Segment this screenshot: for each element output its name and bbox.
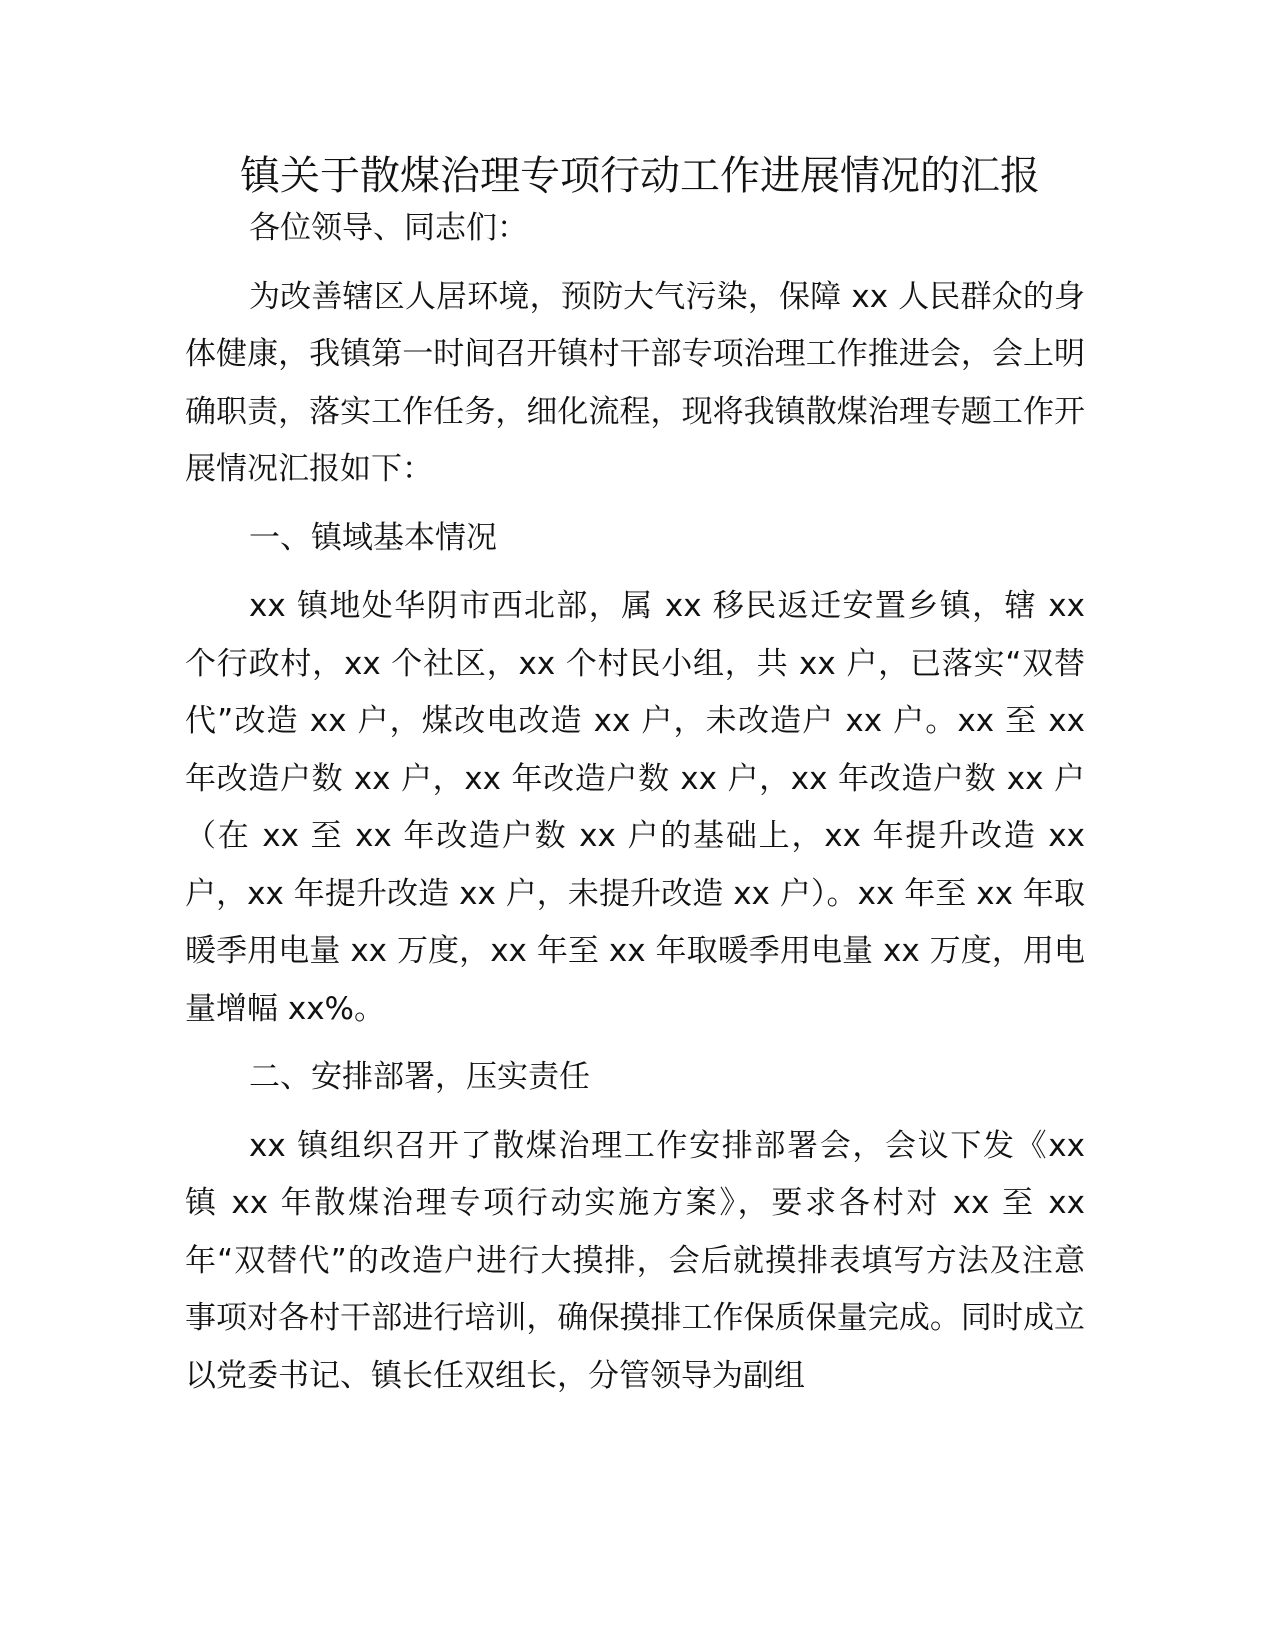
section-heading-1: 一、镇域基本情况 bbox=[249, 519, 497, 556]
document-title: 镇关于散煤治理专项行动工作进展情况的汇报 bbox=[240, 153, 1040, 199]
document-body bbox=[185, 200, 1085, 1416]
section-1-paragraph: xx 镇地处华阴市西北部，属 xx 移民返迁安置乡镇，辖 xx 个行政村，xx 个社区，xx 个村民小组，共 xx 户，已落实“双替代”改造 xx 户，煤改电改造 xx 户，未改造户 xx 户。xx 至 xx 年改造户数 xx 户，xx 年改造户数 xx 户，xx 年改造户数 xx 户（在 xx 至 xx 年改造户数 xx 户的基础上，xx 年提升改造 xx 户，xx 年提升改造 xx 户，未提升改造 xx 户）。xx 年至 xx 年取暖季用电量 xx 万度，xx 年至 xx 年取暖季用电量 xx 万度，用电量增幅 xx%。 bbox=[185, 588, 1085, 1027]
section-2-paragraph: xx 镇组织召开了散煤治理工作安排部署会，会议下发《xx 镇 xx 年散煤治理专项行动实施方案》，要求各村对 xx 至 xx 年“双替代”的改造户进行大摸排，会后就摸排表填写方法及注意事项对各村干部进行培训，确保摸排工作保质保量完成。同时成立以党委书记、镇长任双组长，分管领导为副组 bbox=[185, 1127, 1085, 1394]
intro-paragraph: 为改善辖区人居环境，预防大气污染，保障 xx 人民群众的身体健康，我镇第一时间召开镇村干部专项治理工作推进会，会上明确职责，落实工作任务，细化流程，现将我镇散煤治理专题工作开展情况汇报如下： bbox=[185, 278, 1085, 487]
section-heading-2: 二、安排部署，压实责任 bbox=[249, 1059, 590, 1095]
salutation: 各位领导、同志们： bbox=[249, 210, 528, 246]
